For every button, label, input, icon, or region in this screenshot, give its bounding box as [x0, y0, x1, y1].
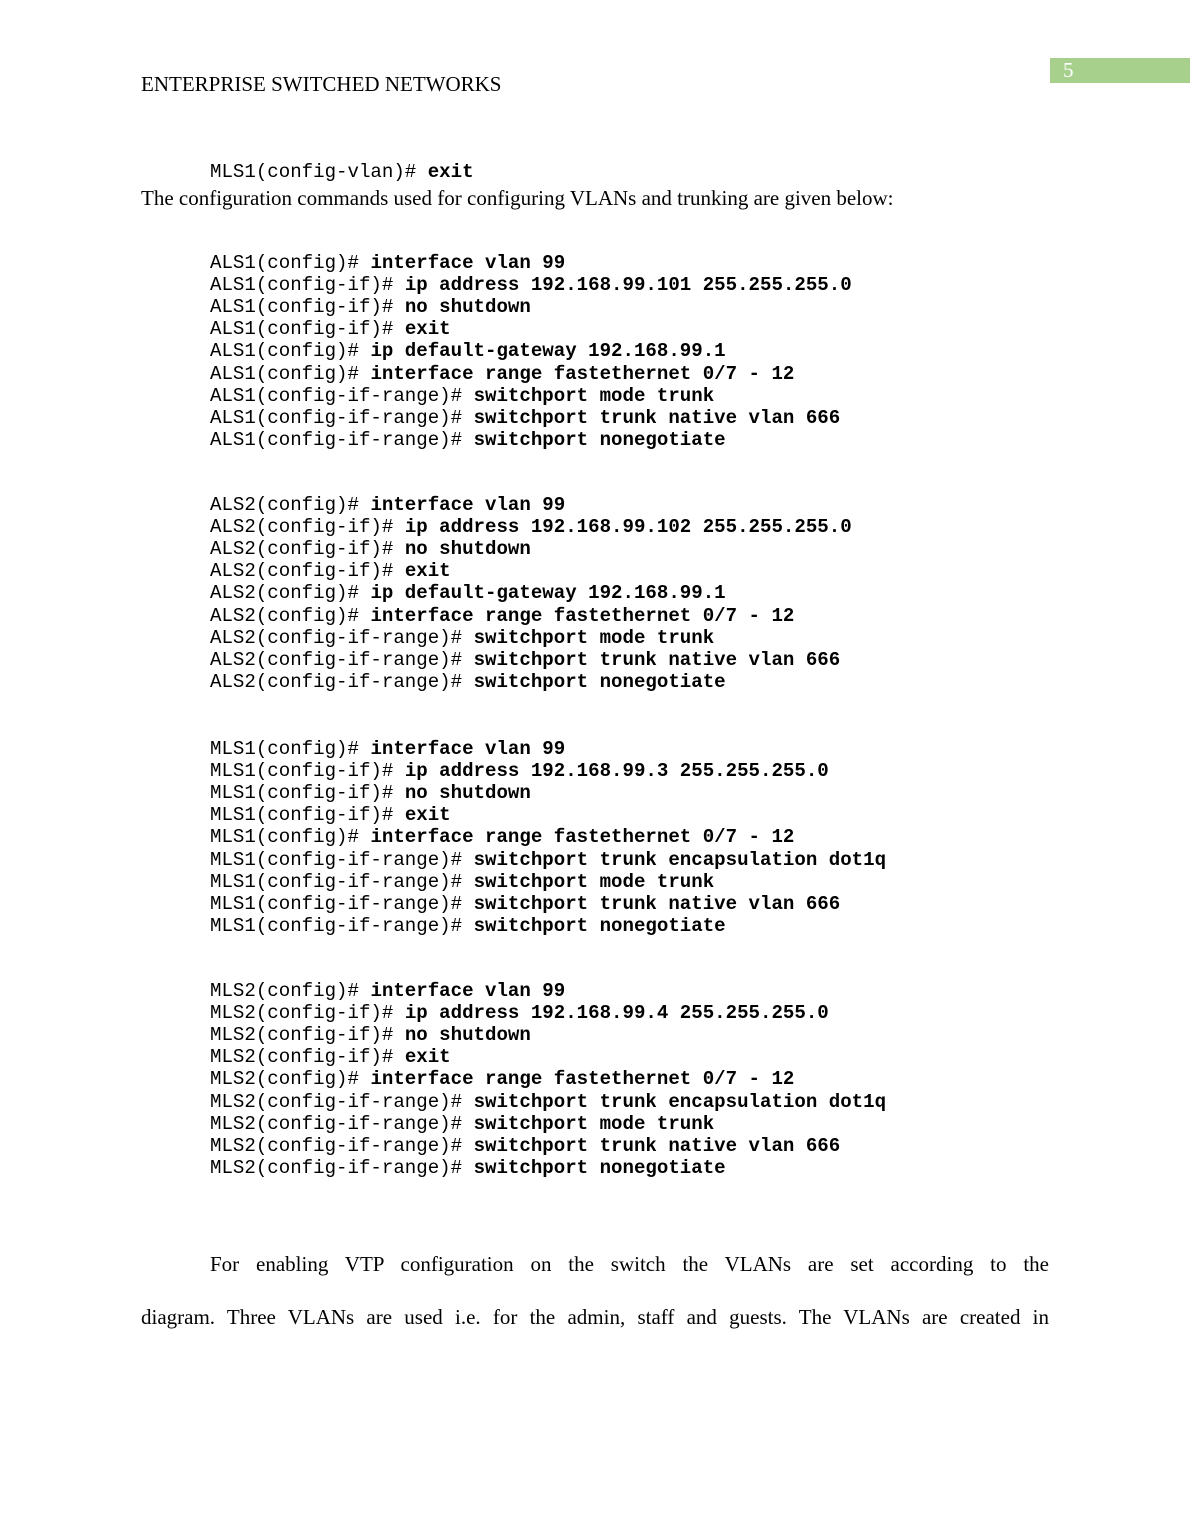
command-prompt: MLS2(config-if-range)#	[210, 1112, 463, 1135]
command-text: exit	[404, 560, 451, 583]
command-text: interface vlan 99	[370, 738, 566, 760]
code-line	[210, 429, 726, 451]
command-prompt: ALS2(config-if)#	[210, 538, 394, 561]
command-text: switchport trunk native vlan 666	[473, 648, 841, 671]
command-prompt: MLS1(config-if-range)#	[210, 914, 463, 937]
command-prompt: MLS2(config-if)#	[210, 1002, 394, 1025]
body-paragraph-line-2: diagram. Three VLANs are used i.e. for the admin, staff and guests. The VLANs are created in	[141, 1305, 1049, 1329]
code-line	[210, 340, 726, 362]
command-prompt: ALS2(config)#	[210, 494, 359, 516]
command-text: switchport mode trunk	[473, 626, 715, 649]
code-line	[210, 385, 714, 407]
command-prompt: ALS1(config-if-range)#	[210, 384, 463, 407]
command-text: no shutdown	[404, 296, 531, 319]
code-line	[210, 738, 565, 760]
code-line	[210, 980, 565, 1002]
code-line	[210, 915, 726, 937]
code-line	[210, 516, 852, 538]
command-prompt: MLS2(config-if-range)#	[210, 1090, 463, 1113]
code-line	[210, 605, 794, 627]
body-paragraph-line-1: For enabling VTP configuration on the switch the VLANs are set according to the	[210, 1252, 1049, 1276]
code-line	[210, 627, 714, 649]
command-prompt: ALS2(config-if)#	[210, 516, 394, 539]
code-line	[210, 363, 794, 385]
command-text: switchport nonegotiate	[473, 670, 726, 693]
command-prompt: MLS2(config-if)#	[210, 1046, 394, 1069]
command-text: switchport trunk native vlan 666	[473, 892, 841, 915]
code-line	[210, 1046, 451, 1068]
code-line	[210, 274, 852, 296]
command-text: interface vlan 99	[370, 252, 566, 274]
command-prompt: ALS1(config-if-range)#	[210, 406, 463, 429]
command-prompt: ALS1(config)#	[210, 362, 359, 385]
page-number: 5	[1063, 58, 1074, 82]
command-text: interface vlan 99	[370, 494, 566, 516]
code-line	[210, 407, 840, 429]
command-prompt: ALS2(config-if-range)#	[210, 648, 463, 671]
command-prompt: MLS1(config-vlan)#	[210, 161, 417, 183]
code-line	[210, 649, 840, 671]
code-line	[210, 893, 840, 915]
command-text: switchport trunk encapsulation dot1q	[473, 1090, 887, 1113]
command-prompt: MLS1(config)#	[210, 826, 359, 849]
command-prompt: MLS1(config)#	[210, 738, 359, 760]
code-line	[210, 760, 829, 782]
command-text: ip address 192.168.99.3 255.255.255.0	[404, 760, 829, 783]
code-line	[210, 782, 531, 804]
command-prompt: MLS2(config-if)#	[210, 1024, 394, 1047]
command-prompt: ALS1(config)#	[210, 252, 359, 274]
command-text: ip default-gateway 192.168.99.1	[370, 340, 726, 363]
command-text: exit	[427, 161, 474, 183]
command-prompt: MLS1(config-if-range)#	[210, 848, 463, 871]
code-line-top	[210, 161, 474, 183]
command-text: interface range fastethernet 0/7 - 12	[370, 362, 795, 385]
code-line	[210, 826, 794, 848]
command-prompt: MLS1(config-if-range)#	[210, 892, 463, 915]
command-prompt: MLS1(config-if)#	[210, 760, 394, 783]
command-prompt: ALS1(config-if)#	[210, 318, 394, 341]
command-prompt: ALS2(config-if)#	[210, 560, 394, 583]
code-line	[210, 1024, 531, 1046]
command-prompt: MLS1(config-if)#	[210, 804, 394, 827]
code-line	[210, 318, 451, 340]
code-line	[210, 538, 531, 560]
command-prompt: ALS1(config-if)#	[210, 296, 394, 319]
command-text: interface range fastethernet 0/7 - 12	[370, 1068, 795, 1091]
code-line	[210, 671, 726, 693]
command-text: switchport nonegotiate	[473, 1156, 726, 1179]
command-text: ip address 192.168.99.4 255.255.255.0	[404, 1002, 829, 1025]
command-prompt: ALS2(config-if-range)#	[210, 670, 463, 693]
command-text: switchport mode trunk	[473, 1112, 715, 1135]
code-line	[210, 1135, 840, 1157]
command-text: exit	[404, 804, 451, 827]
command-prompt: MLS2(config-if-range)#	[210, 1134, 463, 1157]
code-line	[210, 1068, 794, 1090]
command-text: interface vlan 99	[370, 980, 566, 1002]
code-line	[210, 296, 531, 318]
command-prompt: MLS2(config)#	[210, 980, 359, 1002]
code-line	[210, 849, 886, 871]
command-prompt: ALS2(config-if-range)#	[210, 626, 463, 649]
command-prompt: MLS1(config-if-range)#	[210, 870, 463, 893]
command-prompt: ALS1(config-if-range)#	[210, 428, 463, 451]
command-prompt: ALS1(config-if)#	[210, 274, 394, 297]
command-prompt: MLS2(config)#	[210, 1068, 359, 1091]
command-text: ip address 192.168.99.102 255.255.255.0	[404, 516, 852, 539]
command-prompt: ALS2(config)#	[210, 582, 359, 605]
command-text: ip default-gateway 192.168.99.1	[370, 582, 726, 605]
command-text: interface range fastethernet 0/7 - 12	[370, 826, 795, 849]
running-head: ENTERPRISE SWITCHED NETWORKS	[141, 72, 502, 96]
code-line	[210, 804, 451, 826]
code-line	[210, 494, 565, 516]
command-text: switchport nonegotiate	[473, 914, 726, 937]
code-line	[210, 560, 451, 582]
command-prompt: MLS2(config-if-range)#	[210, 1156, 463, 1179]
code-line	[210, 1091, 886, 1113]
command-text: switchport nonegotiate	[473, 428, 726, 451]
code-line	[210, 871, 714, 893]
code-line	[210, 1113, 714, 1135]
command-text: no shutdown	[404, 538, 531, 561]
command-text: exit	[404, 318, 451, 341]
command-text: no shutdown	[404, 1024, 531, 1047]
code-line	[210, 252, 565, 274]
command-text: ip address 192.168.99.101 255.255.255.0	[404, 274, 852, 297]
command-text: switchport trunk native vlan 666	[473, 406, 841, 429]
command-text: switchport mode trunk	[473, 870, 715, 893]
command-prompt: ALS2(config)#	[210, 604, 359, 627]
command-text: switchport trunk native vlan 666	[473, 1134, 841, 1157]
command-text: interface range fastethernet 0/7 - 12	[370, 604, 795, 627]
intro-text: The configuration commands used for configuring VLANs and trunking are given below:	[141, 186, 894, 210]
command-text: switchport mode trunk	[473, 384, 715, 407]
command-text: exit	[404, 1046, 451, 1069]
command-prompt: ALS1(config)#	[210, 340, 359, 363]
code-line	[210, 1002, 829, 1024]
command-prompt: MLS1(config-if)#	[210, 782, 394, 805]
command-text: no shutdown	[404, 782, 531, 805]
command-text: switchport trunk encapsulation dot1q	[473, 848, 887, 871]
code-line	[210, 582, 726, 604]
code-line	[210, 1157, 726, 1179]
